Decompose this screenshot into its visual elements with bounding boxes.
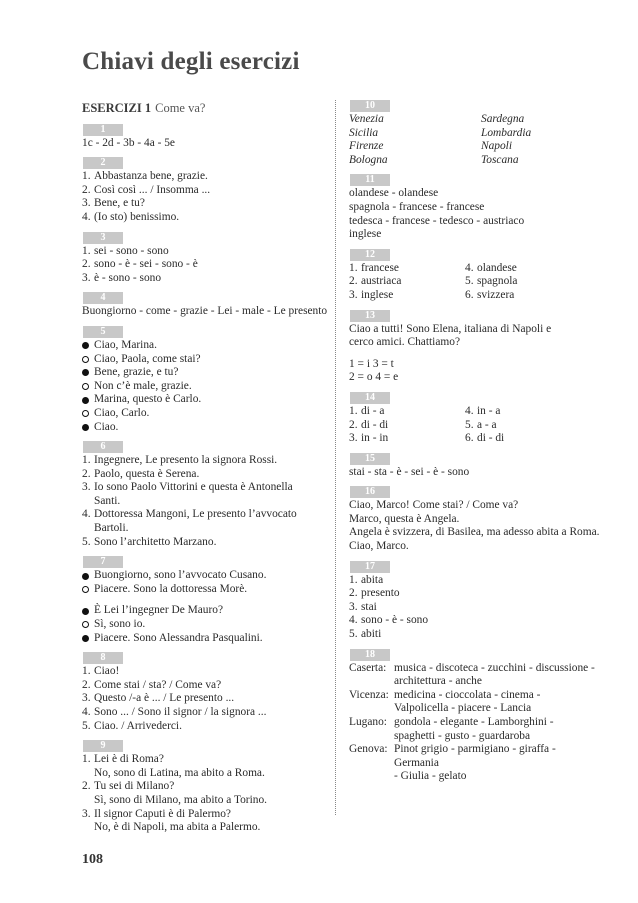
- list-item: 3. è - sono - sono: [82, 271, 162, 284]
- list-item: 3. Questo /-a è ... / Le presento ...: [82, 692, 235, 705]
- list-item: 1. abita: [349, 573, 384, 586]
- list-item: 1. Ciao!: [82, 665, 120, 678]
- answer-text: stai - sta - è - sei - è - sono: [349, 465, 470, 478]
- dialogue-line: È Lei l’ingegner De Mauro?: [82, 604, 318, 618]
- dialogue-line: Ciao.: [82, 421, 318, 435]
- answer-row: 3. inglese 6. svizzera: [349, 288, 515, 301]
- dialogue-line: Sì, sono io.: [82, 618, 318, 632]
- list-item: 2. Tu sei di Milano? Sì, sono di Milano, ma abito a Torino.: [82, 780, 268, 806]
- list-item: 2. sono - è - sei - sono - è: [82, 258, 198, 271]
- answer-line: Ciao, Marco.: [349, 540, 409, 553]
- speaker-a-bullet-icon: [82, 608, 89, 615]
- exercise-5: [82, 326, 318, 434]
- exercise-11: [349, 174, 599, 241]
- answer-text: Buongiorno - come - grazie - Lei - male - Le presento: [82, 305, 328, 318]
- exercise-number-badge: 1: [83, 124, 123, 136]
- code-key-line: 1 = i 3 = t: [349, 357, 394, 370]
- list-item: 3. Il signor Caputi è di Palermo? No, è di Napoli, ma abita a Palermo.: [82, 807, 261, 834]
- speaker-b-bullet-icon: [82, 356, 89, 363]
- exercise-number-badge: 7: [83, 556, 123, 568]
- exercise-4: [82, 292, 328, 319]
- exercise-18: [349, 649, 599, 784]
- match-row: Sicilia Lombardia: [349, 126, 532, 139]
- exercise-12: [349, 249, 599, 303]
- exercise-number-badge: 17: [350, 561, 390, 573]
- speaker-b-bullet-icon: [82, 586, 89, 593]
- dialogue-line: Piacere. Sono Alessandra Pasqualini.: [82, 632, 318, 646]
- list-item: 3. Bene, e tu?: [82, 197, 145, 210]
- list-item: 4. Sono ... / Sono il signor / la signora ...: [82, 706, 267, 718]
- exercise-2: [82, 157, 318, 224]
- section-heading: [82, 102, 318, 116]
- column-divider: [335, 100, 336, 815]
- exercise-number-badge: 18: [350, 649, 390, 661]
- dialogue-line: Ciao, Marina.: [82, 339, 318, 353]
- answer-line: inglese: [349, 228, 382, 241]
- dialogue-line: Ciao, Carlo.: [82, 407, 318, 421]
- exercise-14: [349, 392, 599, 446]
- code-key-line: 2 = o 4 = e: [349, 371, 399, 384]
- city-words-row: Genova: Pinot grigio - parmigiano - giraffa - Germania - Giulia - gelato: [349, 743, 556, 783]
- answer-line: Angela è svizzera, di Basilea, ma adesso abita a Roma.: [349, 526, 600, 539]
- speaker-a-bullet-icon: [82, 342, 89, 349]
- exercise-8: [82, 652, 318, 733]
- section-label: ESERCIZI 1: [82, 101, 152, 115]
- list-item: 2. Come stai / sta? / Come va?: [82, 678, 222, 691]
- list-item: 1. Abbastanza bene, grazie.: [82, 170, 208, 183]
- exercise-17: [349, 561, 599, 642]
- answer-line: Marco, questa è Angela.: [349, 512, 460, 525]
- list-item: 2. Paolo, questa è Serena.: [82, 467, 200, 480]
- exercise-number-badge: 13: [350, 310, 390, 322]
- list-item: 3. Io sono Paolo Vittorini e questa è Antonella Santi.: [82, 481, 293, 507]
- answer-line: tedesca - francese - tedesco - austriaco: [349, 214, 525, 227]
- answer-row: 1. francese 4. olandese: [349, 261, 517, 274]
- exercise-15: [349, 453, 599, 480]
- exercise-16: [349, 486, 599, 553]
- answer-row: 1. di - a 4. in - a: [349, 404, 501, 417]
- exercise-number-badge: 3: [83, 232, 123, 244]
- left-column: [82, 100, 328, 842]
- answer-row: 3. in - in 6. di - di: [349, 432, 505, 445]
- exercise-number-badge: 15: [350, 453, 390, 465]
- page-title: Chiavi degli esercizi: [82, 48, 300, 75]
- speaker-a-bullet-icon: [82, 573, 89, 580]
- exercise-number-badge: 9: [83, 740, 123, 752]
- list-item: 4. (Io sto) benissimo.: [82, 210, 180, 223]
- answer-line: cerco amici. Chattiamo?: [349, 336, 461, 349]
- exercise-6: [82, 441, 318, 549]
- list-item: 1. Lei è di Roma? No, sono di Latina, ma abito a Roma.: [82, 753, 265, 779]
- list-item: 1. sei - sono - sono: [82, 244, 169, 257]
- exercise-number-badge: 16: [350, 486, 390, 498]
- match-row: Firenze Napoli: [349, 140, 513, 153]
- exercise-number-badge: 2: [83, 157, 123, 169]
- speaker-a-bullet-icon: [82, 424, 89, 431]
- speaker-a-bullet-icon: [82, 397, 89, 404]
- speaker-b-bullet-icon: [82, 621, 89, 628]
- page-number: 108: [82, 852, 103, 867]
- dialogue-line: Piacere. Sono la dottoressa Morè.: [82, 583, 318, 597]
- exercise-10: [349, 100, 599, 167]
- city-words-row: Caserta: musica - discoteca - zucchini - discussione - architettura - anche: [349, 661, 595, 688]
- answer-line: olandese - olandese: [349, 187, 439, 200]
- speaker-b-bullet-icon: [82, 383, 89, 390]
- exercise-number-badge: 4: [83, 292, 123, 304]
- match-row: Bologna Toscana: [349, 153, 519, 166]
- answer-row: 2. austriaca 5. spagnola: [349, 275, 518, 288]
- exercise-number-badge: 14: [350, 392, 390, 404]
- answer-row: 2. di - di 5. a - a: [349, 418, 497, 431]
- exercise-9: [82, 740, 318, 835]
- exercise-number-badge: 5: [83, 326, 123, 338]
- answer-line: spagnola - francese - francese: [349, 200, 485, 213]
- city-words-row: Vicenza: medicina - cioccolata - cinema - Valpolicella - piacere - Lancia: [349, 688, 541, 715]
- exercise-3: [82, 232, 318, 286]
- list-item: 5. abiti: [349, 628, 382, 641]
- exercise-1: [82, 124, 318, 151]
- exercise-7: [82, 556, 318, 645]
- exercise-number-badge: 8: [83, 652, 123, 664]
- list-item: 1. Ingegnere, Le presento la signora Rossi.: [82, 454, 278, 467]
- list-item: 5. Ciao. / Arrivederci.: [82, 719, 182, 732]
- list-item: 4. sono - è - sono: [349, 614, 429, 627]
- dialogue-line: Bene, grazie, e tu?: [82, 366, 318, 380]
- list-item: 3. stai: [349, 600, 377, 613]
- list-item: 5. Sono l’architetto Marzano.: [82, 535, 217, 548]
- list-item: 2. presento: [349, 587, 400, 600]
- right-column: [349, 100, 599, 791]
- answer-line: Ciao a tutti! Sono Elena, italiana di Napoli e: [349, 322, 552, 335]
- dialogue-line: Marina, questo è Carlo.: [82, 393, 318, 407]
- answer-text: 1c - 2d - 3b - 4a - 5e: [82, 136, 175, 149]
- exercise-number-badge: 11: [350, 174, 390, 186]
- dialogue-line: Buongiorno, sono l’avvocato Cusano.: [82, 569, 318, 583]
- exercise-number-badge: 6: [83, 441, 123, 453]
- list-item: 4. Dottoressa Mangoni, Le presento l’avvocato Bartoli.: [82, 508, 297, 535]
- list-item: 2. Così così ... / Insomma ...: [82, 183, 211, 196]
- city-words-row: Lugano: gondola - elegante - Lamborghini - spaghetti - gusto - guardaroba: [349, 716, 554, 742]
- speaker-b-bullet-icon: [82, 410, 89, 417]
- answer-line: Ciao, Marco! Come stai? / Come va?: [349, 499, 519, 512]
- exercise-number-badge: 10: [350, 100, 390, 112]
- speaker-a-bullet-icon: [82, 369, 89, 376]
- section-subtitle: Come va?: [155, 101, 206, 115]
- dialogue-line: Ciao, Paola, come stai?: [82, 353, 318, 367]
- dialogue-line: Non c’è male, grazie.: [82, 380, 318, 394]
- exercise-number-badge: 12: [350, 249, 390, 261]
- speaker-a-bullet-icon: [82, 635, 89, 642]
- exercise-13: [349, 310, 599, 385]
- match-row: Venezia Sardegna: [349, 113, 525, 125]
